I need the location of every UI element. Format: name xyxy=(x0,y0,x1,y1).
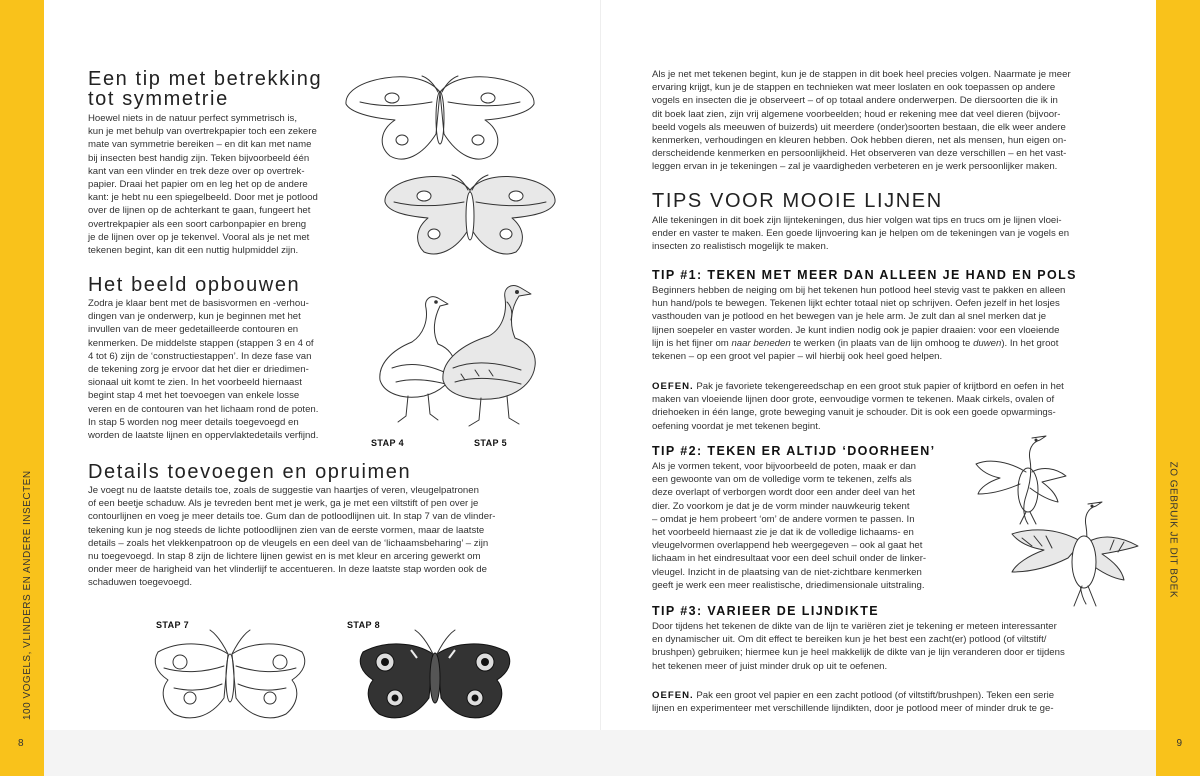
exercise-label: OEFEN. xyxy=(652,381,694,392)
text-line: geeft je werk een meer realistische, driedimensionale uitstraling. xyxy=(652,579,925,591)
text-line xyxy=(652,380,1132,393)
page-number-right: 9 xyxy=(1176,738,1182,749)
text-line: vleugel. Inzicht in de plaatsing van de niet-zichtbare kenmerken xyxy=(652,566,922,578)
cormorant-shaded-drawing-illustration xyxy=(1002,498,1142,613)
goose-step5-drawing-illustration xyxy=(425,280,555,430)
text-line: het tekenen meer of juist minder druk op uit te oefenen. xyxy=(652,660,888,672)
butterfly-step8-drawing-illustration xyxy=(355,628,515,728)
symmetry-heading-line2: tot symmetrie xyxy=(88,88,229,110)
right-yellow-sidebar xyxy=(1156,0,1200,776)
text-run: ). In het groot xyxy=(1001,337,1059,349)
text-line: sionaal uit komt te zien. In het voorbeeld hiernaast xyxy=(88,377,302,389)
tips-heading: TIPS VOOR MOOIE LIJNEN xyxy=(652,190,943,212)
text-line: ervaring krijgt, kun je de stappen en technieken wat meer loslaten en ook toepassen op andere xyxy=(652,82,1056,94)
text-line: leggen ervan in je tekeningen – zal je vaardigheden verbeteren en je werk persoonlijker maken. xyxy=(652,161,1058,173)
text-line: overtrekpapier als een soort carbonpapier en breng xyxy=(88,218,307,230)
text-line: contourlijnen en voeg je meer details toe. Gum dan de potloodlijnen uit. In stap 7 van de vlinder- xyxy=(88,511,496,523)
text-line: insecten zo realistisch mogelijk te maken. xyxy=(652,241,829,253)
footer-band xyxy=(44,730,1156,776)
text-line: dingen van je onderwerp, kun je beginnen met het xyxy=(88,311,301,323)
text-line: lijnen en experimenteer met verschillende lijndikten, door je potlood meer of minder druk te ge- xyxy=(652,703,1054,715)
tip1-heading: TIP #1: TEKEN MET MEER DAN ALLEEN JE HAND EN POLS xyxy=(652,268,1077,282)
text-run: te werken (in plaats van de lijn omhoog te xyxy=(790,337,974,349)
text-line: kant: je hebt nu een spiegelbeeld. Door met je potlood xyxy=(88,192,318,204)
text-line: maken van vloeiende lijnen door grote, eenvoudige vormen te tekenen. Maak cirkels, ovalen of xyxy=(652,394,1055,406)
step-4-caption: STAP 4 xyxy=(371,438,405,448)
text-line: hun hand/pols te bewegen. Tekenen lijkt echter totaal niet op schrijven. Oefen jezelf in het losjes xyxy=(652,298,1060,310)
build-paragraph xyxy=(88,297,358,442)
text-line: worden de laatste lijnen en oppervlaktedetails verfijnd. xyxy=(88,430,319,442)
text-line: tekenen – op een groot vel papier – wil hierbij ook heel goed helpen. xyxy=(652,351,943,363)
step-8-caption: STAP 8 xyxy=(347,620,381,630)
left-running-head: 100 VOGELS, VLINDERS EN ANDERE INSECTEN xyxy=(22,470,33,720)
text-line xyxy=(652,337,1132,350)
text-line: kenmerken. De middelste stappen (stappen 3 en 4 of xyxy=(88,337,314,349)
text-line: Hoewel niets in de natuur perfect symmetrisch is, xyxy=(88,113,298,124)
text-line: kant van een vlinder en trek deze over op overtrek- xyxy=(88,165,305,177)
text-line: vogels en insecten die je observeert – of op totaal andere onderwerpen. De diersoorten die ik in xyxy=(652,95,1058,107)
text-line: Alle tekeningen in dit boek zijn lijntekeningen, dus hier volgen wat tips en trucs om je lijnen vloei- xyxy=(652,215,1062,226)
text-line: dit boek laat zien, zijn vrij algemene voorbeelden; houd er rekening mee dat veel dieren (bijvoor- xyxy=(652,108,1061,120)
text-run-italic: naar beneden xyxy=(731,337,791,349)
text-line: lijnen soepeler en vaster worden. Je kunt indien nodig ook je papier draaien: voor een vloeiende xyxy=(652,324,1060,336)
text-line: beeld vogels als meeuwen of buizerds) uit meerdere (onder)soorten bestaan, die elk weer andere xyxy=(652,121,1066,133)
text-run: lijn is het fijner om xyxy=(652,337,732,349)
text-line: dier. Zo voorkom je dat je de vorm minder nauwkeurig tekent xyxy=(652,500,910,512)
text-line: oefening voordat je met tekenen begint. xyxy=(652,420,821,432)
text-line: kun je met behulp van overtrekpapier toch een zekere xyxy=(88,126,317,138)
exercise-label: OEFEN. xyxy=(652,690,694,701)
text-line: kenmerken, verhoudingen en kleuren hebben. Ook hebben dieren, net als mensen, hun eigen on- xyxy=(652,135,1067,147)
text-line: veren en de contouren van het lichaam rond de poten. xyxy=(88,403,319,415)
tips-intro-paragraph xyxy=(652,214,1132,254)
step-5-caption: STAP 5 xyxy=(474,438,508,448)
intro-paragraph xyxy=(652,68,1132,174)
text-line: brushpen) gebruiken; hiermee kun je heel makkelijk de dikte van je lijn veranderen door er tijdens xyxy=(652,647,1065,659)
text-line: een gewoonte van om de volledige vorm te tekenen, zelfs als xyxy=(652,474,912,486)
tip2-paragraph xyxy=(652,460,982,592)
text-line: begint stap 4 met het toevoegen van enkele losse xyxy=(88,390,300,402)
text-line: tekening kun je nog steeds de lichte potloodlijnen zien van de eerste vormen, maar de laatste xyxy=(88,524,485,536)
text-line: onder meer de harigheid van het vlinderlijf te accentueren. In deze laatste stap worden ook de xyxy=(88,564,487,576)
text-line: derscheidende kenmerken en persoonlijkheid. Het observeren van deze verschillen – en het vast- xyxy=(652,148,1067,160)
text-line: vasthouden van je potlood en het bewegen van je hele arm. Je zult dan al snel merken dat je xyxy=(652,311,1047,323)
text-line: Beginners hebben de neiging om bij het tekenen hun potlood heel stevig vast te pakken en alleen xyxy=(652,285,1066,296)
text-line: Zodra je klaar bent met de basisvormen en -verhou- xyxy=(88,298,309,309)
moth-half-drawing-illustration xyxy=(340,72,540,172)
step-7-caption: STAP 7 xyxy=(156,620,190,630)
text-line: deze overlapt of verborgen wordt door een ander deel van het xyxy=(652,487,915,499)
text-line: en dynamischer uit. Om dit effect te bereiken kun je het best een zacht(er) potlood (of viltstift/ xyxy=(652,634,1047,646)
butterfly-step7-drawing-illustration xyxy=(150,628,310,728)
text-run: Pak een groot vel papier en een zacht potlood (of viltstift/brushpen). Teken een serie xyxy=(693,690,1055,701)
text-line: Je voegt nu de laatste details toe, zoals de suggestie van haartjes of veren, vleugelpatronen xyxy=(88,485,479,496)
text-line: papier. Draai het papier om en leg het op de andere xyxy=(88,179,308,191)
text-line: 4 tot 6) zijn de ‘constructiestappen’. In deze fase van xyxy=(88,350,312,362)
text-line: over de lijnen op de achterkant te gaan, fungeert het xyxy=(88,205,311,217)
tip3-paragraph xyxy=(652,620,1132,673)
tip2-heading: TIP #2: TEKEN ER ALTIJD ‘DOORHEEN’ xyxy=(652,444,936,458)
text-line: Als je vormen tekent, voor bijvoorbeeld de poten, maak er dan xyxy=(652,461,916,472)
exercise2-paragraph xyxy=(652,689,1132,715)
text-line: ender en vaster te maken. Een goede lijnvoering kan je helpen om de tekeningen van je vogels en xyxy=(652,228,1070,240)
text-line xyxy=(652,689,1132,702)
details-paragraph xyxy=(88,484,568,590)
text-run: Pak je favoriete tekengereedschap en een groot stuk papier of krijtbord en oefen in het xyxy=(693,381,1064,392)
text-line: of een beetje schaduw. Als je tevreden bent met je werk, ga je met een viltstift of pen over je xyxy=(88,498,479,510)
symmetry-paragraph xyxy=(88,112,348,257)
text-line: vleugelvormen overlappend heb weergegeven – ook al gaat het xyxy=(652,540,923,552)
tip1-paragraph xyxy=(652,284,1132,363)
text-line: invullen van de meer gedetailleerde contouren en xyxy=(88,324,299,336)
page-gutter xyxy=(600,0,601,730)
text-line: bij insecten best handig zijn. Teken bijvoorbeeld één xyxy=(88,152,310,164)
build-heading: Het beeld opbouwen xyxy=(88,274,301,296)
text-line: In stap 5 worden nog meer details toegevoegd en xyxy=(88,416,299,428)
text-line: de tekening zorg je ervoor dat het dier er driedimen- xyxy=(88,364,309,376)
text-line: – omdat je hem probeert ‘om’ de andere vormen te passen. In xyxy=(652,513,915,525)
text-line: je de lijnen over op je tekenvel. Vooral als je net met xyxy=(88,231,310,243)
text-line: mate van symmetrie bereiken – en dit kan met name xyxy=(88,139,312,151)
moth-symmetric-drawing-illustration xyxy=(380,172,560,260)
tip3-heading: TIP #3: VARIEER DE LIJNDIKTE xyxy=(652,604,879,618)
text-line: details – zoals het vlekkenpatroon op de vleugels en een deel van de ‘lichaamsbeharing’ – zijn xyxy=(88,537,489,549)
exercise1-paragraph xyxy=(652,380,1132,433)
page-number-left: 8 xyxy=(18,738,24,749)
text-run-italic: duwen xyxy=(973,337,1002,349)
details-heading: Details toevoegen en opruimen xyxy=(88,461,412,483)
symmetry-heading-line1: Een tip met betrekking xyxy=(88,68,323,90)
text-line: het voorbeeld hiernaast zie je dat ik de volledige lichaams- en xyxy=(652,527,914,539)
text-line: driehoeken in één lange, grote beweging vanuit je schouder. Dit is ook een goede opwarmings- xyxy=(652,407,1056,419)
right-running-head: ZO GEBRUIK JE DIT BOEK xyxy=(1167,461,1178,598)
text-line: schaduwen toegevoegd. xyxy=(88,577,193,589)
text-line: lichaam in het eindresultaat voor een deel schuil onder de linker- xyxy=(652,553,927,565)
text-line: Als je net met tekenen begint, kun je de stappen in dit boek heel precies volgen. Naarmate je meer xyxy=(652,69,1071,80)
text-line: tekenen begint, kan dit een nuttig hulpmiddel zijn. xyxy=(88,245,299,257)
text-line: nu toegevoegd. In stap 8 zijn de lichtere lijnen gewist en is met kleur en arcering gewerkt om xyxy=(88,551,481,563)
text-line: Door tijdens het tekenen de dikte van de lijn te variëren ziet je tekening er meteen interessanter xyxy=(652,621,1057,632)
